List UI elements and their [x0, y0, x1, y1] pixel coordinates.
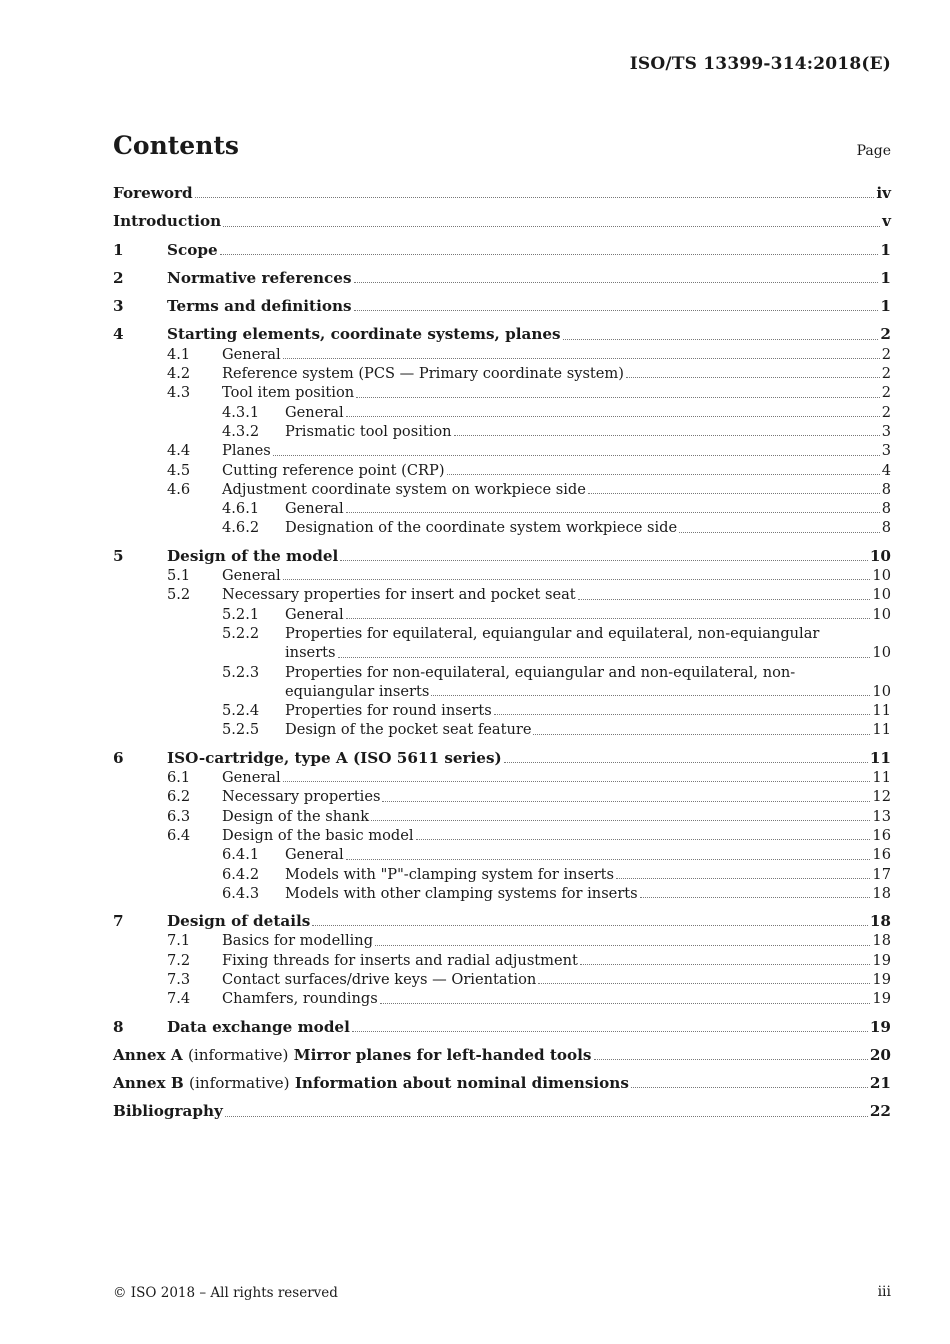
toc-entry-title-line2: inserts: [285, 644, 336, 662]
toc-entry-title: Basics for modelling: [222, 932, 374, 950]
dot-leader: [631, 1087, 868, 1088]
dot-leader: [195, 197, 875, 198]
dot-leader: [223, 226, 880, 227]
toc-entry-title: Reference system (PCS — Primary coordinate system): [222, 365, 624, 383]
section-number: 7.1: [167, 932, 191, 950]
toc-page-number: 1: [880, 268, 891, 287]
section-number: 4.3.1: [222, 403, 260, 421]
toc-subsection[interactable]: [113, 787, 891, 806]
toc-section-4[interactable]: [113, 325, 891, 344]
dot-leader: [220, 254, 879, 255]
toc-entry-title: Designation of the coordinate system workpiece side: [285, 519, 678, 537]
toc-entry-title: Models with other clamping systems for inserts: [285, 884, 638, 902]
toc-page-number: 2: [881, 365, 891, 383]
section-number: 6.2: [167, 788, 191, 806]
toc-entry-title: Planes: [222, 442, 271, 460]
toc-subsection[interactable]: [113, 970, 891, 989]
toc-entry-title: Introduction: [113, 212, 222, 231]
toc-subsubsection[interactable]: [113, 720, 891, 739]
toc-page-number: 11: [872, 702, 891, 720]
section-number: 4.6.1: [222, 500, 260, 518]
toc-entry-title: General: [285, 605, 344, 623]
toc-page-number: 13: [872, 807, 891, 825]
section-number: 4.4: [167, 442, 191, 460]
dot-leader: [225, 1116, 868, 1117]
section-number: 4.2: [167, 365, 191, 383]
toc-section-1[interactable]: [113, 241, 891, 260]
toc-entry-title: Prismatic tool position: [285, 422, 452, 440]
toc-entry-title: Contact surfaces/drive keys — Orientation: [222, 970, 537, 988]
section-number: 6.3: [167, 807, 191, 825]
toc-page-number: 3: [881, 442, 891, 460]
toc-subsubsection[interactable]: [113, 701, 891, 720]
toc-section-6[interactable]: [113, 749, 891, 768]
dot-leader: [447, 474, 880, 475]
section-number: 3: [113, 297, 124, 316]
toc-page-number: 19: [872, 990, 891, 1008]
toc-entry-title-line1: Properties for equilateral, equiangular and equilateral, non-equiangular: [285, 624, 820, 642]
toc-entry-introduction[interactable]: [113, 212, 891, 231]
dot-leader: [454, 435, 880, 436]
table-of-contents: [113, 184, 891, 1122]
dot-leader: [494, 714, 871, 715]
document-id: ISO/TS 13399-314:2018(E): [629, 54, 891, 74]
toc-entry-title: Scope: [167, 240, 218, 259]
dot-leader: [416, 839, 871, 840]
toc-entry-title: Data exchange model: [167, 1017, 350, 1036]
dot-leader: [340, 560, 868, 561]
toc-page-number: v: [882, 212, 891, 231]
toc-annex-a[interactable]: [113, 1046, 891, 1065]
toc-entry-title: Design of the basic model: [222, 826, 414, 844]
section-number: 6.1: [167, 769, 191, 787]
toc-entry-title: Design of details: [167, 912, 311, 931]
toc-subsection[interactable]: [113, 441, 891, 460]
toc-page-number: 17: [872, 865, 891, 883]
dot-leader: [504, 762, 868, 763]
toc-subsection[interactable]: [113, 461, 891, 480]
toc-page-number: 10: [869, 546, 891, 565]
toc-page-number: 10: [872, 644, 891, 662]
dot-leader: [538, 983, 870, 984]
dot-leader: [679, 532, 880, 533]
toc-page-number: 8: [881, 519, 891, 537]
toc-page-number: 20: [869, 1045, 891, 1064]
toc-subsubsection-multiline[interactable]: [113, 663, 891, 702]
toc-page-number: 19: [872, 970, 891, 988]
toc-page-number: 18: [869, 912, 891, 931]
toc-page-number: 8: [881, 480, 891, 498]
toc-page-number: 3: [881, 422, 891, 440]
toc-page-number: 18: [872, 932, 891, 950]
toc-entry-title-line1: Properties for non-equilateral, equiangular and non-equilateral, non-: [285, 663, 796, 681]
toc-entry-title: Design of the pocket seat feature: [285, 721, 532, 739]
dot-leader: [346, 859, 871, 860]
dot-leader: [588, 493, 880, 494]
toc-subsubsection-multiline[interactable]: [113, 624, 891, 663]
dot-leader: [338, 657, 871, 658]
toc-entry-title: Design of the shank: [222, 807, 370, 825]
section-number: 7.2: [167, 951, 191, 969]
section-number: 1: [113, 240, 124, 259]
section-number: 5.2.1: [222, 605, 260, 623]
toc-page-number: 16: [872, 826, 891, 844]
section-number: 7.4: [167, 990, 191, 1008]
toc-subsubsection[interactable]: [113, 845, 891, 864]
toc-subsubsection[interactable]: [113, 499, 891, 518]
section-number: 5.1: [167, 567, 191, 585]
section-number: 6.4.1: [222, 846, 260, 864]
dot-leader: [431, 695, 870, 696]
dot-leader: [371, 820, 870, 821]
toc-entry-title: Tool item position: [222, 384, 355, 402]
toc-section-2[interactable]: [113, 269, 891, 288]
toc-entry-title: Fixing threads for inserts and radial adjustment: [222, 951, 578, 969]
dot-leader: [533, 734, 870, 735]
toc-subsection[interactable]: [113, 345, 891, 364]
toc-entry-title: Properties for round inserts: [285, 702, 492, 720]
toc-annex-b[interactable]: [113, 1074, 891, 1093]
section-number: 8: [113, 1017, 124, 1036]
section-number: 4.6.2: [222, 519, 260, 537]
toc-page-number: 8: [881, 500, 891, 518]
toc-entry-title: General: [285, 846, 344, 864]
dot-leader: [382, 801, 870, 802]
toc-page-number: 11: [872, 769, 891, 787]
toc-subsection[interactable]: [113, 951, 891, 970]
dot-leader: [346, 416, 880, 417]
toc-entry-title: General: [285, 500, 344, 518]
toc-subsection[interactable]: [113, 364, 891, 383]
toc-subsubsection[interactable]: [113, 518, 891, 537]
toc-entry-title: Chamfers, roundings: [222, 990, 378, 1008]
dot-leader: [375, 945, 870, 946]
toc-entry-title: Design of the model: [167, 546, 339, 565]
toc-page-number: 11: [872, 721, 891, 739]
dot-leader: [283, 358, 880, 359]
toc-page-number: 10: [872, 586, 891, 604]
dot-leader: [380, 1003, 871, 1004]
toc-entry-title: Necessary properties: [222, 788, 381, 806]
dot-leader: [283, 579, 871, 580]
toc-subsection[interactable]: [113, 807, 891, 826]
toc-page-number: 4: [881, 461, 891, 479]
toc-page-number: 22: [869, 1102, 891, 1121]
toc-entry-title: General: [285, 403, 344, 421]
section-number: 4.5: [167, 461, 191, 479]
dot-leader: [563, 339, 879, 340]
toc-entry-title: Foreword: [113, 184, 193, 202]
section-number: 5.2: [167, 586, 191, 604]
toc-subsubsection[interactable]: [113, 605, 891, 624]
toc-subsection[interactable]: [113, 826, 891, 845]
section-number: 7: [113, 912, 124, 931]
dot-leader: [578, 599, 871, 600]
toc-section-5[interactable]: [113, 547, 891, 566]
toc-subsubsection[interactable]: [113, 865, 891, 884]
toc-entry-title: Models with "P"-clamping system for inserts: [285, 865, 615, 883]
dot-leader: [580, 964, 871, 965]
section-number: 7.3: [167, 970, 191, 988]
toc-entry-foreword[interactable]: [113, 184, 891, 203]
dot-leader: [346, 618, 871, 619]
toc-subsubsection[interactable]: [113, 884, 891, 903]
toc-subsection[interactable]: [113, 931, 891, 950]
dot-leader: [354, 310, 879, 311]
toc-page-number: 10: [872, 605, 891, 623]
section-number: 4.6: [167, 480, 191, 498]
toc-page-number: 12: [872, 788, 891, 806]
dot-leader: [273, 455, 880, 456]
dot-leader: [640, 897, 871, 898]
toc-entry-title: Cutting reference point (CRP): [222, 461, 445, 479]
toc-page-number: iv: [876, 184, 891, 202]
page-column-label: Page: [856, 143, 891, 159]
section-number: 5.2.3: [222, 663, 260, 681]
toc-entry-title: General: [222, 769, 281, 787]
dot-leader: [283, 781, 871, 782]
dot-leader: [354, 282, 879, 283]
toc-bibliography[interactable]: [113, 1102, 891, 1121]
toc-subsection[interactable]: [113, 768, 891, 787]
toc-subsection[interactable]: [113, 585, 891, 604]
toc-section-7[interactable]: [113, 912, 891, 931]
toc-entry-title: Bibliography: [113, 1102, 223, 1121]
section-number: 5.2.5: [222, 721, 260, 739]
annex-kind: (informative): [187, 1045, 289, 1064]
toc-entry-title-line2: equiangular inserts: [285, 682, 430, 700]
annex-kind: (informative): [189, 1074, 290, 1093]
section-number: 5: [113, 546, 124, 565]
dot-leader: [626, 377, 880, 378]
toc-entry-title: Necessary properties for insert and pocket seat: [222, 586, 576, 604]
section-number: 4.3: [167, 384, 191, 402]
toc-entry-title: Normative references: [167, 268, 352, 287]
toc-page-number: 2: [881, 345, 891, 363]
section-number: 6: [113, 748, 124, 767]
dot-leader: [594, 1059, 868, 1060]
dot-leader: [352, 1031, 868, 1032]
toc-page-number: 2: [881, 403, 891, 421]
section-number: 6.4.3: [222, 884, 260, 902]
toc-entry-title: General: [222, 345, 281, 363]
toc-entry-title: ISO-cartridge, type A (ISO 5611 series): [167, 748, 502, 767]
toc-page-number: 2: [880, 325, 891, 344]
toc-page-number: 19: [872, 951, 891, 969]
toc-page-number: 1: [880, 240, 891, 259]
toc-page-number: 1: [880, 297, 891, 316]
section-number: 5.2.4: [222, 702, 260, 720]
toc-subsection[interactable]: [113, 566, 891, 585]
toc-subsubsection[interactable]: [113, 403, 891, 422]
toc-page-number: 21: [869, 1074, 891, 1093]
toc-entry-title: Mirror planes for left-handed tools: [293, 1045, 592, 1064]
annex-label: Annex A: [113, 1045, 183, 1064]
toc-entry-title: Terms and definitions: [167, 297, 352, 316]
toc-page-number: 2: [881, 384, 891, 402]
dot-leader: [616, 878, 870, 879]
toc-entry-title: Information about nominal dimensions: [294, 1074, 629, 1093]
toc-page-number: 10: [872, 682, 891, 700]
toc-section-8[interactable]: [113, 1018, 891, 1037]
toc-entry-title: Starting elements, coordinate systems, planes: [167, 325, 561, 344]
section-number: 4: [113, 325, 124, 344]
contents-heading: Contents: [113, 131, 240, 160]
section-number: 4.1: [167, 345, 191, 363]
page-number: iii: [877, 1284, 891, 1300]
copyright-notice: © ISO 2018 – All rights reserved: [113, 1285, 338, 1301]
toc-section-3[interactable]: [113, 297, 891, 316]
toc-page-number: 18: [872, 884, 891, 902]
dot-leader: [356, 397, 880, 398]
toc-subsection[interactable]: [113, 383, 891, 402]
annex-label: Annex B: [113, 1074, 184, 1093]
section-number: 2: [113, 268, 124, 287]
section-number: 6.4.2: [222, 865, 260, 883]
toc-subsubsection[interactable]: [113, 422, 891, 441]
toc-subsection[interactable]: [113, 480, 891, 499]
section-number: 4.3.2: [222, 422, 260, 440]
toc-page-number: 11: [869, 748, 891, 767]
toc-subsection[interactable]: [113, 989, 891, 1008]
dot-leader: [346, 512, 880, 513]
toc-page-number: 19: [869, 1017, 891, 1036]
toc-page-number: 16: [872, 846, 891, 864]
section-number: 6.4: [167, 826, 191, 844]
toc-page-number: 10: [872, 567, 891, 585]
dot-leader: [312, 925, 868, 926]
toc-entry-title: General: [222, 567, 281, 585]
section-number: 5.2.2: [222, 624, 260, 642]
toc-entry-title: Adjustment coordinate system on workpiece side: [222, 480, 586, 498]
